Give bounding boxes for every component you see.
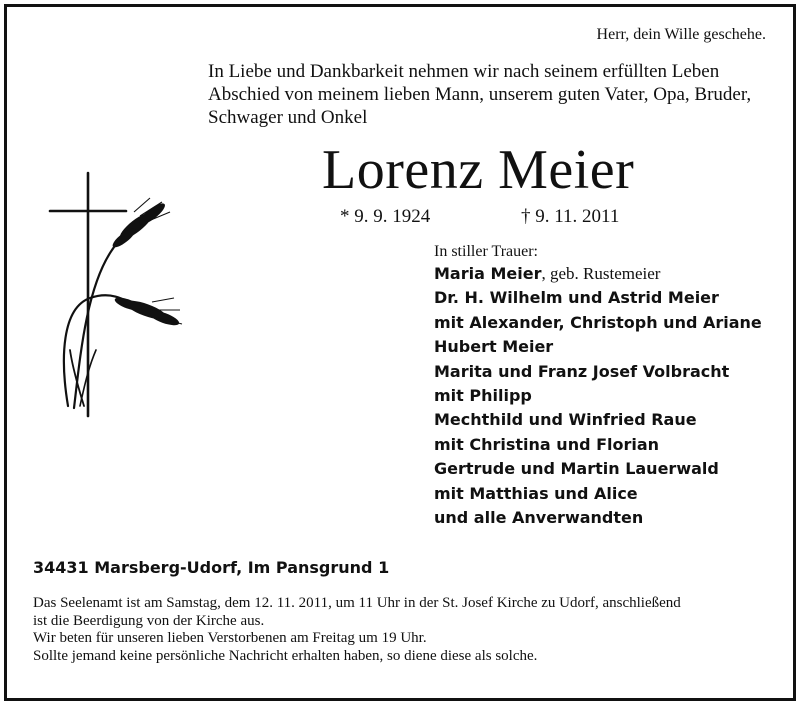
mourner-name: mit Philipp — [434, 386, 532, 406]
mourner-name: Hubert Meier — [434, 337, 554, 357]
mourner-row — [434, 262, 762, 286]
mourner-row — [434, 384, 762, 408]
death-date: † 9. 11. 2011 — [521, 206, 620, 227]
address: 34431 Marsberg-Udorf, Im Pansgrund 1 — [33, 558, 390, 577]
mourner-name: mit Matthias und Alice — [434, 483, 638, 503]
mourner-row — [434, 433, 762, 457]
note-line: Sollte jemand keine persönliche Nachricht erhalten haben, so diene diese als solche. — [33, 647, 538, 664]
mourner-row — [434, 360, 762, 384]
mourner-row — [434, 506, 762, 530]
intro-text — [208, 60, 778, 129]
mourner-name: mit Alexander, Christoph und Ariane — [434, 312, 762, 332]
mourner-name: Dr. H. Wilhelm und Astrid Meier — [434, 288, 719, 308]
mourner-name: Marita und Franz Josef Volbracht — [434, 361, 730, 381]
mourner-name: und alle Anverwandten — [434, 508, 644, 528]
mourner-name: Gertrude und Martin Lauerwald — [434, 459, 719, 479]
intro-line: In Liebe und Dankbarkeit nehmen wir nach seinem erfüllten Leben — [208, 61, 720, 82]
intro-line: Abschied von meinem lieben Mann, unserem guten Vater, Opa, Bruder, — [208, 84, 752, 105]
mourner-row — [434, 335, 762, 359]
mourner-note: , geb. Rustemeier — [541, 264, 661, 283]
note-line: Wir beten für unseren lieben Verstorbenen am Freitag um 19 Uhr. — [33, 630, 427, 646]
mourner-name: Mechthild und Winfried Raue — [434, 410, 697, 430]
mourner-row — [434, 286, 762, 310]
mourner-list — [434, 262, 762, 530]
deceased-name: Lorenz Meier — [322, 139, 635, 201]
intro-line: Schwager und Onkel — [208, 107, 368, 128]
mourning-label: In stiller Trauer: — [434, 243, 538, 260]
cross-with-wheat-icon — [40, 168, 190, 420]
mourner-row — [434, 457, 762, 481]
mourner-name: Maria Meier — [434, 264, 542, 283]
note-line: ist die Beerdigung von der Kirche aus. — [33, 612, 265, 629]
mourner-row — [434, 311, 762, 335]
mourner-row — [434, 482, 762, 506]
birth-date: * 9. 9. 1924 — [340, 206, 431, 227]
motto: Herr, dein Wille geschehe. — [596, 26, 766, 43]
mourner-row — [434, 408, 762, 432]
mourner-name: mit Christina und Florian — [434, 434, 660, 454]
service-notes — [33, 595, 681, 665]
note-line: Das Seelenamt ist am Samstag, dem 12. 11. 2011, um 11 Uhr in der St. Josef Kirche zu Udorf, anschließend — [33, 595, 681, 611]
